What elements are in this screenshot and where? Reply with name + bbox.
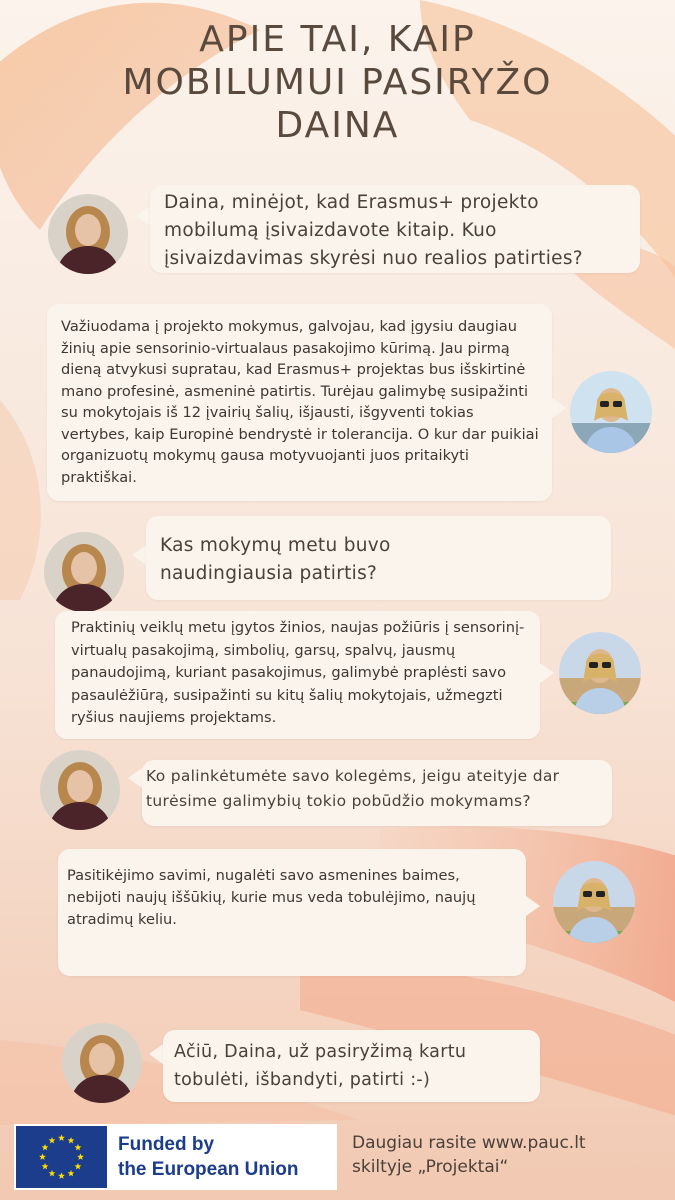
bubble-tail <box>132 545 146 565</box>
daina-avatar <box>570 371 652 453</box>
more-info-line-1: Daugiau rasite www.pauc.lt <box>352 1133 586 1153</box>
page-title <box>0 18 675 147</box>
eu-text-line-2: the European Union <box>118 1159 299 1180</box>
bubble-tail <box>149 1044 163 1064</box>
daina-avatar <box>553 861 635 943</box>
question-text-2: Kas mokymų metu buvo naudingiausia patirtis? <box>160 535 391 584</box>
interviewer-avatar <box>40 750 120 830</box>
question-text-1: Daina, minėjot, kad Erasmus+ projekto mobilumą įsivaizdavote kitaip. Kuo įsivaizdavimas skyrėsi nuo realios patirties? <box>164 192 583 269</box>
more-info-line-2: skiltyje „Projektai“ <box>352 1157 509 1177</box>
answer-bubble-1 <box>47 304 552 501</box>
bubble-tail <box>128 768 142 788</box>
answer-bubble-2 <box>55 611 540 739</box>
title-line-3: DAINA <box>275 105 400 146</box>
eu-funding-text <box>118 1132 299 1182</box>
answer-text-2: Praktinių veiklų metu įgytos žinios, naujas požiūris į sensorinį-virtualų pasakojimą, simbolių, garsų, spalvų, jausmų panaudojimą, kuriant pasakojimus, galimybė praplėsti savo pasaulėžiūrą, susipažinti su kitų šalių mokytojais, užmegzti ryšius naujiems projektams. <box>71 619 525 726</box>
question-bubble-1 <box>150 185 640 273</box>
question-bubble-2 <box>146 516 611 600</box>
eu-text-line-1: Funded by <box>118 1134 215 1155</box>
bubble-tail <box>540 663 554 683</box>
answer-bubble-3 <box>58 849 526 976</box>
interviewer-avatar <box>44 532 124 612</box>
bubble-tail <box>552 398 566 418</box>
title-line-1: APIE TAI, KAIP <box>199 19 476 60</box>
interviewer-avatar <box>48 194 128 274</box>
bubble-tail <box>526 896 540 916</box>
answer-text-1: Važiuodama į projekto mokymus, galvojau, kad įgysiu daugiau žinių apie sensorinio-virtualaus pasakojimo kūrimą. Jau pirmą dieną atvykusi supratau, kad Erasmus+ projektas bus išskirtinė mano profesinė, asmeninė patirtis. Turėjau galimybę susipažinti su mokytojais iš 12 įvairių šalių, išjausti, išgyventi tokias vertybes, kaip Europinė bendrystė ir tolerancija. O kur dar puikiai organizuotų mokymų gausa motyvuojanti juos pritaikyti praktiškai. <box>61 318 539 486</box>
title-line-2: MOBILUMUI PASIRYŽO <box>122 62 553 103</box>
more-info-text <box>352 1131 586 1179</box>
question-bubble-3 <box>142 760 612 826</box>
question-bubble-4 <box>163 1030 540 1102</box>
question-text-3: Ko palinkėtumėte savo kolegėms, jeigu ateityje dar turėsime galimybių tokio pobūdžio mokymams? <box>146 767 560 810</box>
answer-text-3: Pasitikėjimo savimi, nugalėti savo asmenines baimes, nebijoti naujų iššūkių, kurie mus veda tobulėjimo, naujų atradimų keliu. <box>67 867 476 928</box>
eu-flag-icon <box>16 1126 107 1188</box>
daina-avatar <box>559 632 641 714</box>
question-text-4: Ačiū, Daina, už pasiryžimą kartu tobulėti, išbandyti, patirti :-) <box>174 1042 467 1090</box>
eu-funding-logo <box>14 1124 337 1190</box>
interviewer-avatar <box>62 1023 142 1103</box>
bubble-tail <box>136 206 150 226</box>
